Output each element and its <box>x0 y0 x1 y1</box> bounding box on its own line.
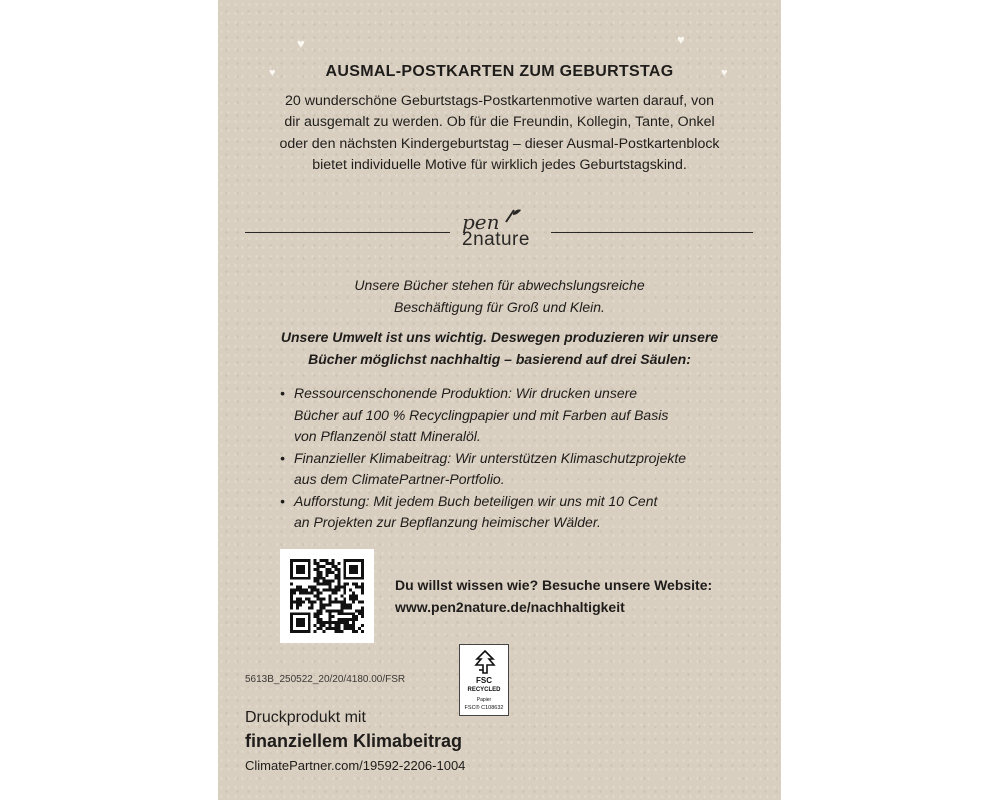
list-item <box>280 491 750 534</box>
intro-text <box>245 91 754 176</box>
bullet-icon: • <box>280 492 285 509</box>
bullet-icon: • <box>280 449 285 466</box>
website-link[interactable]: www.pen2nature.de/nachhaltigkeit <box>395 598 625 615</box>
slogan-line: Beschäftigung für Groß und Klein. <box>394 298 605 315</box>
environment-line: Unsere Umwelt ist uns wichtig. Deswegen produzieren wir unsere <box>280 329 719 345</box>
intro-line: bietet individuelle Motive für wirklich jedes Geburtstagskind. <box>312 156 687 173</box>
intro-line: dir ausgemalt zu werden. Ob für die Freundin, Kollegin, Tante, Onkel <box>284 114 715 131</box>
list-item-line: Aufforstung: Mit jedem Buch beteiligen wir uns mit 10 Cent <box>294 492 658 509</box>
environment-line: Bücher möglichst nachhaltig – basierend auf drei Säulen: <box>308 350 691 367</box>
heart-icon: ♥ <box>677 32 685 47</box>
pen2nature-logo <box>458 210 554 258</box>
list-item <box>280 383 750 448</box>
fsc-label <box>459 644 509 716</box>
product-code: 5613B_250522_20/20/4180.00/FSR <box>245 674 406 685</box>
divider-right <box>551 232 753 233</box>
intro-line: oder den nächsten Kindergeburtstag – dieser Ausmal-Postkartenblock <box>279 135 720 152</box>
fsc-paper: Papier <box>476 697 492 703</box>
pillars-list <box>280 383 750 534</box>
postcard-back <box>218 0 781 800</box>
environment-statement <box>218 327 781 370</box>
list-item-line: an Projekten zur Bepflanzung heimischer Wälder. <box>294 514 601 530</box>
website-info <box>395 575 712 618</box>
druck-line-1: Druckprodukt mit <box>245 709 366 726</box>
list-item <box>280 448 750 491</box>
logo-pen-text: pen <box>462 210 500 234</box>
fsc-tree-icon <box>473 649 497 675</box>
list-item-line: von Pflanzenöl statt Mineralöl. <box>294 428 481 444</box>
bullet-icon: • <box>280 385 285 401</box>
fsc-recycled: RECYCLED <box>467 687 501 693</box>
list-item-line: Bücher auf 100 % Recyclingpapier und mit Farben auf Basis <box>294 406 669 423</box>
heart-icon: ♥ <box>269 67 276 79</box>
heart-icon: ♥ <box>297 36 305 51</box>
heart-icon: ♥ <box>721 67 728 79</box>
intro-line: 20 wunderschöne Geburtstags-Postkartenmotive warten darauf, von <box>284 93 714 109</box>
fsc-license: FSC® C108632 <box>464 705 504 711</box>
list-item-line: Ressourcenschonende Produktion: Wir drucken unsere <box>294 385 638 401</box>
qr-code[interactable] <box>280 549 374 643</box>
leaf-icon <box>504 208 522 229</box>
logo-nature-text: 2nature <box>462 229 530 250</box>
page-title: AUSMAL-POSTKARTEN ZUM GEBURTSTAG <box>325 63 674 80</box>
website-prompt: Du willst wissen wie? Besuche unsere Website: <box>395 577 713 593</box>
qr-code-icon <box>290 559 364 633</box>
climate-partner-id[interactable]: ClimatePartner.com/19592-2206-1004 <box>245 758 466 773</box>
slogan-text <box>218 275 781 318</box>
fsc-name: FSC <box>476 676 492 685</box>
slogan-line: Unsere Bücher stehen für abwechslungsreiche <box>354 277 645 293</box>
druck-line-2: finanziellem Klimabeitrag <box>245 731 463 751</box>
list-item-line: aus dem ClimatePartner-Portfolio. <box>294 471 505 487</box>
divider-left <box>245 232 450 233</box>
list-item-line: Finanzieller Klimabeitrag: Wir unterstützen Klimaschutzprojekte <box>294 449 687 466</box>
